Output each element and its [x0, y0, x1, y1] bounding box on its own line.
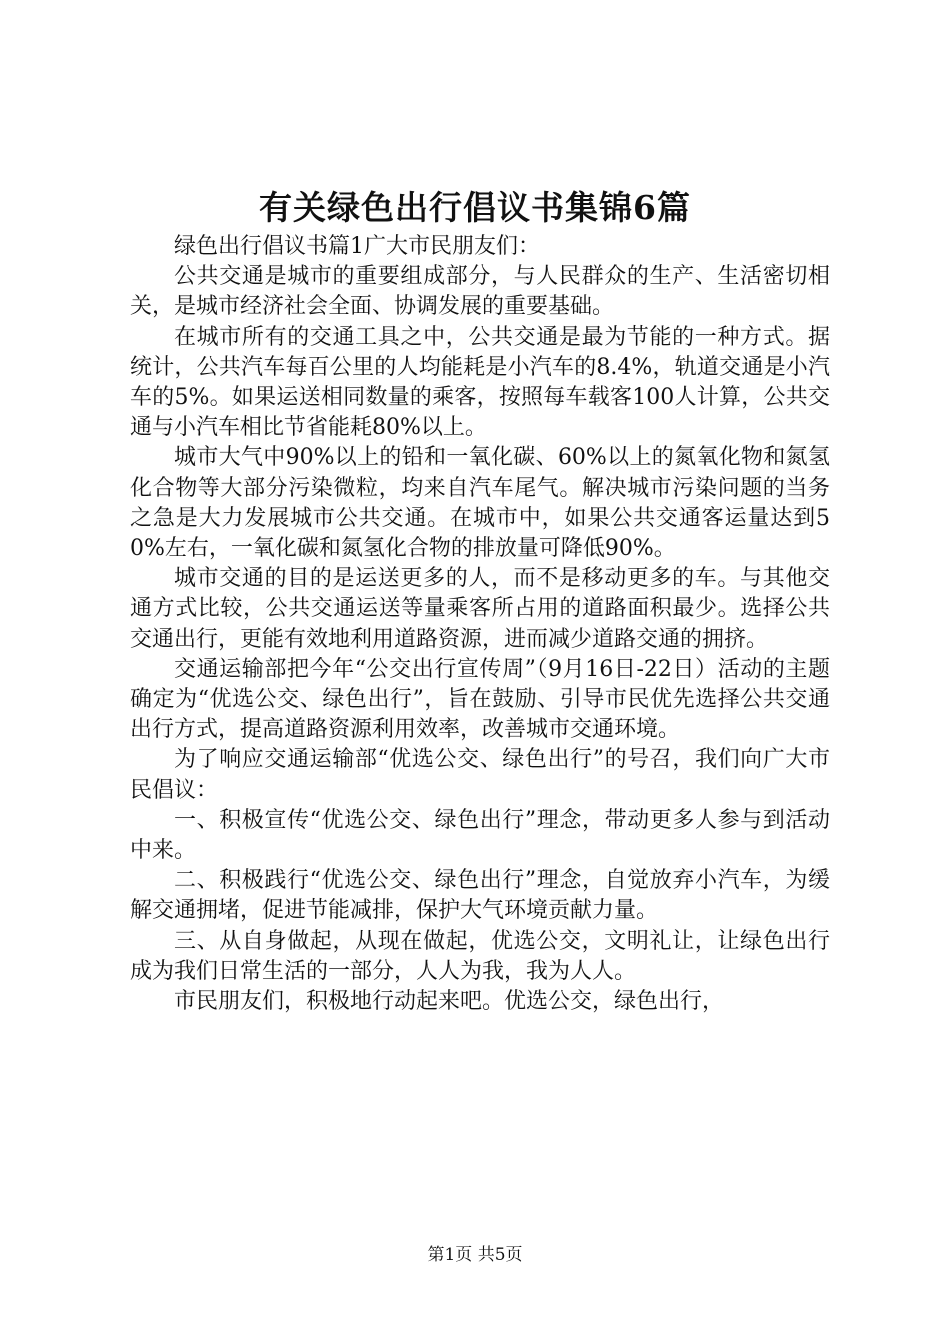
paragraph-public-transport-importance: 公共交通是城市的重要组成部分，与人民群众的生产、生活密切相关，是城市经济社会全面、协调发展的重要基础。: [130, 264, 830, 320]
document-title: 有关绿色出行倡议书集锦6篇: [259, 188, 691, 227]
paragraph-proposal-2: 二、积极践行“优选公交、绿色出行”理念，自觉放弃小汽车，为缓解交通拥堵，促进节能减排，保护大气环境贡献力量。: [130, 868, 830, 924]
paragraph-air-pollution: 城市大气中90%以上的铅和一氧化碳、60%以上的氮氧化物和氮氢化合物等大部分污染微粒，均来自汽车尾气。解决城市污染问题的当务之急是大力发展城市公共交通。在城市中，如果公共交通客运量达到50%左右，一氧化碳和氮氢化合物的排放量可降低90%。: [130, 445, 830, 562]
paragraph-road-usage: 城市交通的目的是运送更多的人，而不是移动更多的车。与其他交通方式比较，公共交通运送等量乘客所占用的道路面积最少。选择公共交通出行，更能有效地利用道路资源，进而减少道路交通的拥挤。: [130, 566, 830, 652]
paragraph-proposal-3: 三、从自身做起，从现在做起，优选公交，文明礼让，让绿色出行成为我们日常生活的一部分，人人为我，我为人人。: [130, 928, 830, 984]
page-number-footer: 第1页 共5页: [427, 1245, 523, 1265]
paragraph-proposal-1: 一、积极宣传“优选公交、绿色出行”理念，带动更多人参与到活动中来。: [130, 807, 830, 864]
paragraph-call-to-action: 为了响应交通运输部“优选公交、绿色出行”的号召，我们向广大市民倡议：: [130, 747, 830, 803]
paragraph-publicity-week: 交通运输部把今年“公交出行宣传周”（9月16日-22日）活动的主题确定为“优选公交、绿色出行”，旨在鼓励、引导市民优先选择公共交通出行方式，提高道路资源利用效率，改善城市交通环境。: [130, 656, 830, 743]
paragraph-closing: 市民朋友们，积极地行动起来吧。优选公交，绿色出行，: [174, 989, 725, 1015]
paragraph-greeting: 绿色出行倡议书篇1广大市民朋友们：: [174, 234, 540, 259]
paragraph-energy-saving: 在城市所有的交通工具之中，公共交通是最为节能的一种方式。据统计，公共汽车每百公里的人均能耗是小汽车的8.4%，轨道交通是小汽车的5%。如果运送相同数量的乘客，按照每车载客100人计算，公共交通与小汽车相比节省能耗80%以上。: [130, 324, 830, 441]
document-body: [130, 232, 830, 1017]
